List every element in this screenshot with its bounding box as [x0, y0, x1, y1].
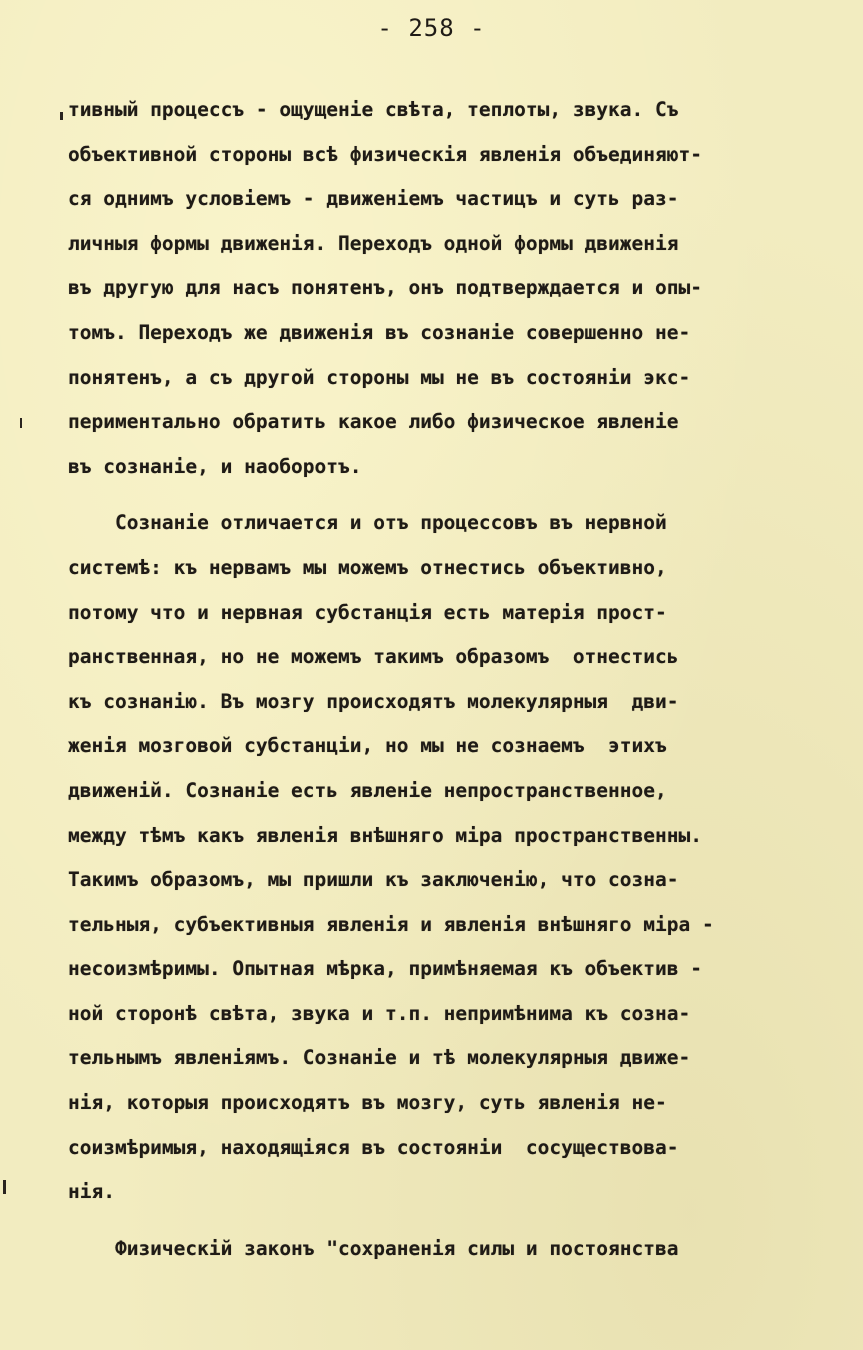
paragraph — [68, 88, 828, 489]
text-line: личныя формы движенія. Переходъ одной формы движенія — [68, 231, 679, 255]
body-text — [68, 88, 828, 1271]
text-line: ной сторонѣ свѣта, звука и т.п. непримѣнима къ созна- — [68, 1001, 691, 1025]
text-line: понятенъ, а съ другой стороны мы не въ состояніи экс- — [68, 365, 691, 389]
text-line: нія. — [68, 1180, 115, 1204]
text-line: нія, которыя происходятъ въ мозгу, суть явленія не- — [68, 1091, 667, 1115]
text-line: въ другую для насъ понятенъ, онъ подтверждается и опы- — [68, 276, 702, 300]
text-line: къ сознанію. Въ мозгу происходятъ молекулярныя дви- — [68, 689, 679, 713]
text-line: Такимъ образомъ, мы пришли къ заключенію, что созна- — [68, 868, 679, 892]
paragraph — [68, 501, 828, 1215]
text-line: томъ. Переходъ же движенія въ сознаніе совершенно не- — [68, 320, 691, 344]
page-number: - 258 - — [377, 14, 486, 42]
text-line: Физическій законъ "сохраненія силы и постоянства — [68, 1236, 679, 1260]
paragraph — [68, 1227, 828, 1272]
margin-mark — [3, 1180, 6, 1194]
text-line: тельнымъ явленіямъ. Сознаніе и тѣ молекулярныя движе- — [68, 1046, 691, 1070]
text-line: женія мозговой субстанціи, но мы не сознаемъ этихъ — [68, 734, 667, 758]
text-line: тивный процессъ - ощущеніе свѣта, теплоты, звука. Съ — [68, 98, 679, 121]
text-line: ранственная, но не можемъ такимъ образомъ отнестись — [68, 645, 679, 669]
text-line: соизмѣримыя, находящіяся въ состояніи сосуществова- — [68, 1135, 679, 1159]
margin-mark — [20, 418, 22, 428]
margin-mark — [60, 112, 63, 120]
text-line: ся однимъ условіемъ - движеніемъ частицъ и суть раз- — [68, 187, 679, 211]
text-line: периментально обратить какое либо физическое явленіе — [68, 410, 679, 434]
paragraph-gap — [68, 489, 828, 501]
text-line: Сознаніе отличается и отъ процессовъ въ нервной — [68, 511, 667, 535]
paragraph-gap — [68, 1215, 828, 1227]
text-line: въ сознаніе, и наоборотъ. — [68, 454, 362, 478]
text-line: движеній. Сознаніе есть явленіе непространственное, — [68, 778, 667, 802]
text-line: системѣ: къ нервамъ мы можемъ отнестись объективно, — [68, 555, 667, 579]
text-line: потому что и нервная субстанція есть матерія прост- — [68, 600, 667, 624]
text-line: несоизмѣримы. Опытная мѣрка, примѣняемая къ объектив - — [68, 957, 702, 981]
text-line: объективной стороны всѣ физическія явленія объединяют- — [68, 142, 702, 166]
text-line: тельныя, субъективныя явленія и явленія внѣшняго міра - — [68, 912, 714, 936]
text-line: между тѣмъ какъ явленія внѣшняго міра пространственны. — [68, 823, 702, 847]
